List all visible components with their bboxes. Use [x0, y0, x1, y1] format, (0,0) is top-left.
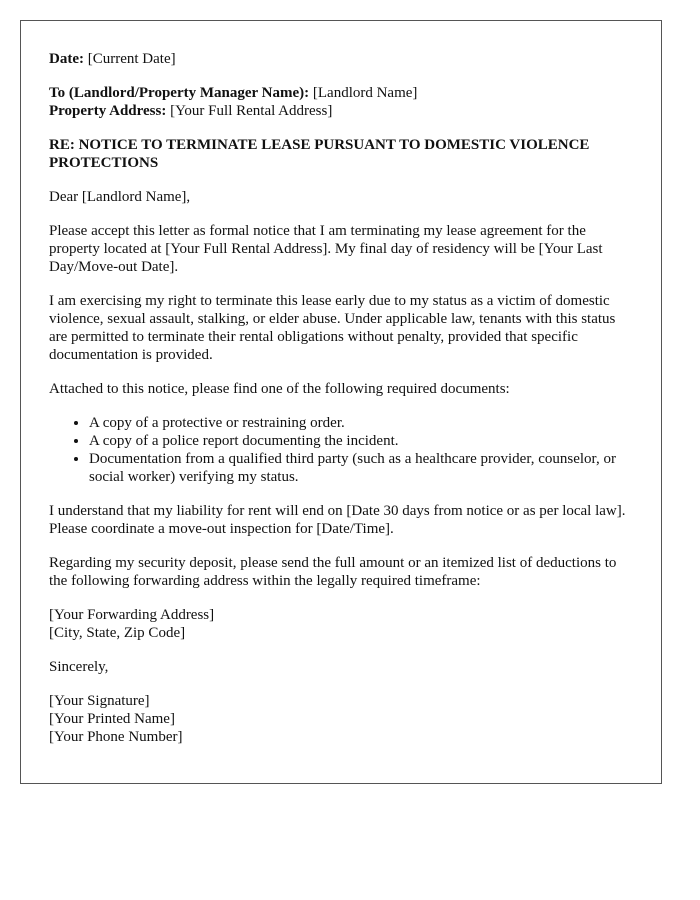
paragraph-notice: Please accept this letter as formal notice that I am terminating my lease agreement for the property located at [Your Full Rental Address]. My final day of residency will be [Your Last Day/Move-out Date].	[49, 223, 603, 275]
date-line	[49, 50, 634, 68]
recipient-block	[49, 84, 634, 120]
list-item: • Documentation from a qualified third party (such as a healthcare provider, counselor, or social worker) verifying my status.	[89, 450, 634, 486]
paragraph-liability: I understand that my liability for rent will end on [Date 30 days from notice or as per local law]. Please coordinate a move-out inspection for [Date/Time].	[49, 503, 626, 537]
to-value: [Landlord Name]	[312, 85, 418, 101]
paragraph-rights: I am exercising my right to terminate this lease early due to my status as a victim of domestic violence, sexual assault, stalking, or elder abuse. Under applicable law, tenants with this status are permitted to terminate their rental obligations without penalty, provided that specific documentation is provided.	[49, 293, 616, 363]
paragraph-deposit: Regarding my security deposit, please send the full amount or an itemized list of deductions to the following forwarding address within the legally required timeframe:	[49, 555, 617, 589]
paragraph-attached: Attached to this notice, please find one of the following required documents:	[49, 381, 510, 397]
property-value: [Your Full Rental Address]	[170, 103, 333, 119]
list-item: • A copy of a police report documenting the incident.	[89, 432, 634, 450]
signature-block	[49, 692, 634, 746]
date-value: [Current Date]	[87, 51, 176, 67]
date-label: Date:	[49, 51, 84, 67]
forwarding-address	[49, 606, 634, 642]
documents-list	[49, 414, 634, 486]
letter	[20, 20, 662, 784]
phone-line: [Your Phone Number]	[49, 729, 183, 745]
to-label: To (Landlord/Property Manager Name):	[49, 85, 310, 101]
closing: Sincerely,	[49, 659, 109, 675]
salutation: Dear [Landlord Name],	[49, 189, 191, 205]
signature-line: [Your Signature]	[49, 693, 150, 709]
property-label: Property Address:	[49, 103, 167, 119]
city-line: [City, State, Zip Code]	[49, 625, 186, 641]
forwarding-line: [Your Forwarding Address]	[49, 607, 215, 623]
subject-line	[49, 136, 634, 172]
list-item: • A copy of a protective or restraining order.	[89, 414, 634, 432]
to-line	[49, 84, 634, 102]
property-line	[49, 102, 634, 120]
printed-name-line: [Your Printed Name]	[49, 711, 175, 727]
subject-text: RE: NOTICE TO TERMINATE LEASE PURSUANT TO DOMESTIC VIOLENCE PROTECTIONS	[49, 137, 590, 171]
